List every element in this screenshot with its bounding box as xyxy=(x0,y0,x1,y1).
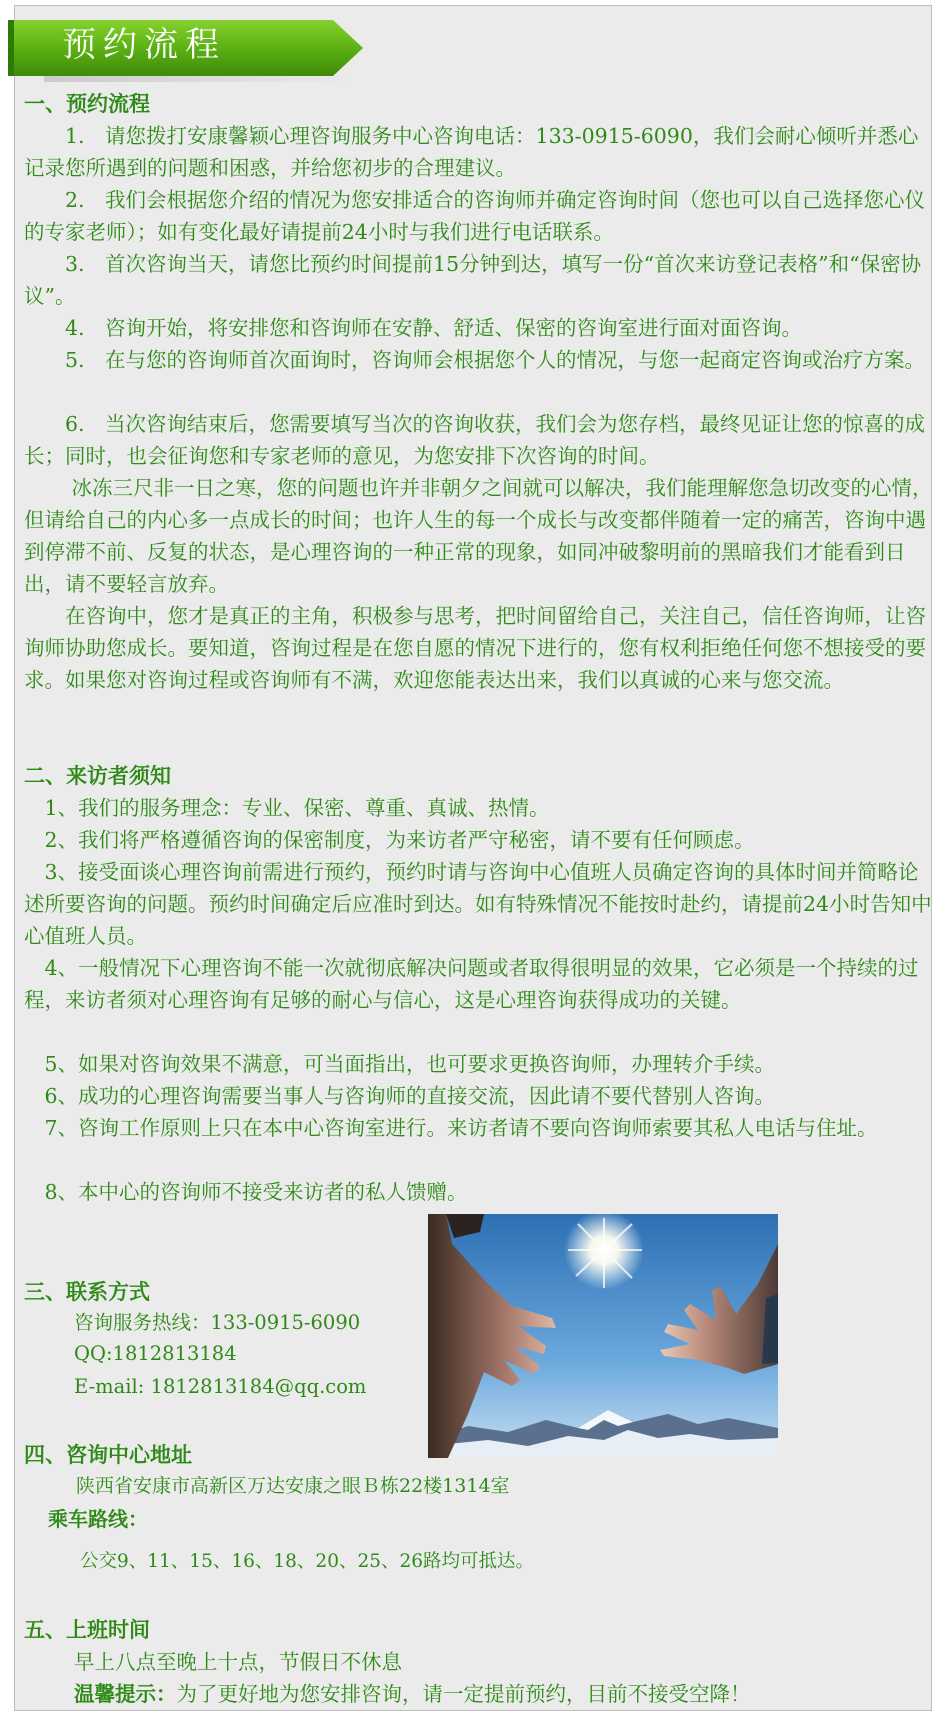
banner-title: 预约流程 xyxy=(62,25,226,65)
section-heading-address: 四、咨询中心地址 xyxy=(24,1443,192,1467)
notice-item-2: 2、我们将严格遵循咨询的保密制度，为来访者严守秘密，请不要有任何顾虑。 xyxy=(24,828,755,852)
process-step-4: 4. 咨询开始，将安排您和咨询师在安静、舒适、保密的咨询室进行面对面咨询。 xyxy=(24,316,803,340)
route-label: 乘车路线： xyxy=(48,1507,148,1531)
notice-item-6: 6、成功的心理咨询需要当事人与咨询师的直接交流，因此请不要代替别人咨询。 xyxy=(24,1084,776,1108)
notice-item-5: 5、如果对咨询效果不满意，可当面指出，也可要求更换咨询师，办理转介手续。 xyxy=(24,1052,776,1076)
notice-item-7: 7、咨询工作原则上只在本中心咨询室进行。来访者请不要向咨询师索要其私人电话与住址。 xyxy=(24,1116,878,1140)
section-heading-booking-process: 一、预约流程 xyxy=(24,92,150,116)
process-step-2: 2. 我们会根据您介绍的情况为您安排适合的咨询师并确定咨询时间（您也可以自己选择您心仪的专家老师）；如有变化最好请提前24小时与我们进行电话联系。 xyxy=(24,188,926,244)
process-step-1: 1. 请您拨打安康馨颖心理咨询服务中心咨询电话：133-0915-6090，我们会耐心倾听并悉心记录您所遇到的问题和困惑，并给您初步的合理建议。 xyxy=(24,124,919,180)
notice-item-8: 8、本中心的咨询师不接受来访者的私人馈赠。 xyxy=(24,1180,468,1204)
notice-item-4: 4、一般情况下心理咨询不能一次就彻底解决问题或者取得很明显的效果，它必须是一个持续的过程，来访者须对心理咨询有足够的耐心与信心，这是心理咨询获得成功的关键。 xyxy=(24,956,919,1012)
process-step-6: 6. 当次咨询结束后，您需要填写当次的咨询收获，我们会为您存档，最终见证让您的惊喜的成长；同时，也会征询您和专家老师的意见，为您安排下次咨询的时间。 xyxy=(24,412,926,468)
hands-reaching-toward-sun-photo xyxy=(428,1214,778,1458)
warm-tip-label: 温馨提示： xyxy=(74,1682,177,1706)
process-step-3: 3. 首次咨询当天，请您比预约时间提前15分钟到达，填写一份“首次来访登记表格”和“保密协议”。 xyxy=(24,252,922,308)
encouragement-paragraph: 冰冻三尺非一日之寒，您的问题也许并非朝夕之间就可以解决，我们能理解您急切改变的心情，但请给自己的内心多一点成长的时间；也许人生的每一个成长与改变都伴随着一定的痛苦，咨询中遇到停滞不前、反复的状态，是心理咨询的一种正常的现象，如同冲破黎明前的黑暗我们才能看到日出，请不要轻言放弃。 xyxy=(24,476,933,596)
client-role-paragraph: 在咨询中，您才是真正的主角，积极参与思考，把时间留给自己，关注自己，信任咨询师，让咨询师协助您成长。要知道，咨询过程是在您自愿的情况下进行的，您有权利拒绝任何您不想接受的要求。如果您对咨询过程或咨询师有不满，欢迎您能表达出来，我们以真诚的心来与您交流。 xyxy=(24,604,926,692)
section-heading-contact: 三、联系方式 xyxy=(24,1280,150,1304)
warm-tip xyxy=(74,1678,751,1710)
section-heading-visitor-notice: 二、来访者须知 xyxy=(24,764,171,788)
banner-shadow xyxy=(44,76,354,82)
process-step-5: 5. 在与您的咨询师首次面询时，咨询师会根据您个人的情况，与您一起商定咨询或治疗方案。 xyxy=(24,348,926,372)
contact-hotline: 咨询服务热线：133-0915-6090 xyxy=(74,1311,361,1334)
bus-route: 公交9、11、15、16、18、20、25、26路均可抵达。 xyxy=(80,1551,535,1572)
notice-item-3: 3、接受面谈心理咨询前需进行预约，预约时请与咨询中心值班人员确定咨询的具体时间并简略论述所要咨询的问题。预约时间确定后应准时到达。如有特殊情况不能按时赴约，请提前24小时告知中心值班人员。 xyxy=(24,860,932,948)
center-address: 陕西省安康市高新区万达安康之眼Ｂ栋22楼1314室 xyxy=(76,1475,510,1497)
contact-qq: QQ:1812813184 xyxy=(74,1342,237,1365)
warm-tip-text: 为了更好地为您安排咨询，请一定提前预约，目前不接受空降！ xyxy=(176,1682,751,1706)
office-hours: 早上八点至晚上十点，节假日不休息 xyxy=(74,1650,402,1674)
section-heading-hours: 五、上班时间 xyxy=(24,1618,150,1642)
contact-email: E-mail: 1812813184@qq.com xyxy=(74,1375,367,1398)
notice-item-1: 1、我们的服务理念：专业、保密、尊重、真诚、热情。 xyxy=(24,796,550,820)
